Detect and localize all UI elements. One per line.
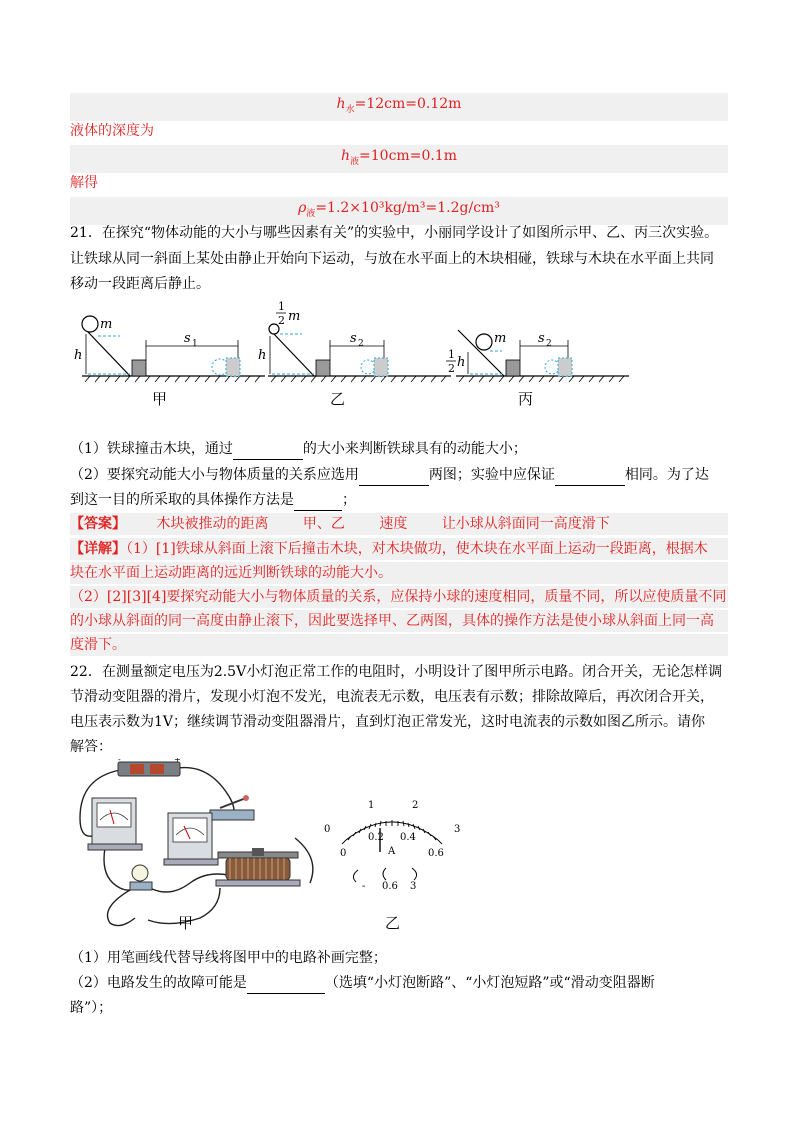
svg-text:1: 1 [192,339,198,349]
wood-block [132,360,146,376]
ammeter-dial-figure [318,796,468,896]
svg-text:0.6: 0.6 [428,848,444,859]
circuit-figure [70,758,330,938]
svg-text:2: 2 [546,339,552,349]
q21-part2: （2）要探究动能大小与物体质量的关系应选用 两图；实验中应保证 相同。为了达 [70,464,728,486]
svg-text:1: 1 [448,348,455,361]
q21-answer: 【答案】 木块被推动的距离 甲、乙 速度 让小球从斜面同一高度滑下 [70,513,728,535]
svg-text:0: 0 [340,848,347,859]
svg-text:2: 2 [412,800,419,811]
svg-text:+: + [174,758,181,764]
solve-text: 解得 [70,175,98,191]
q21-stem-1: 21．在探究“物体动能的大小与哪些因素有关”的实验中，小丽同学设计了如图所示甲、乙、丙三次实验。 [70,225,719,241]
svg-text:h: h [74,348,83,363]
svg-text:h: h [457,355,466,370]
svg-text:0: 0 [324,824,331,835]
switch-icon [210,795,254,820]
svg-text:0.6: 0.6 [382,881,398,892]
answer-blank[interactable] [359,469,429,486]
panel-jia [74,316,265,408]
svg-text:3: 3 [454,824,461,835]
q21-part2-cont: 到这一目的所采取的具体操作方法是 ； [70,489,728,511]
svg-text:h: h [258,348,267,363]
formula-rho: $\rho_液=1.2\times 10^3kg/m^3=1.2g$/cm³ [70,197,728,225]
svg-text:1: 1 [278,300,285,313]
answer-blank[interactable] [555,469,625,486]
q22-part2: （2）电路发生的故障可能是 （选填“小灯泡断路”、“小灯泡短路”或“滑动变阻器断 [70,972,728,994]
svg-text:s: s [350,331,357,346]
svg-text:0.4: 0.4 [400,832,416,843]
q21-detail-2c: 度滑下。 [70,634,728,656]
svg-text:-: - [362,881,366,892]
q22-part1: （1）用笔画线代替导线将图甲中的电路补画完整； [70,950,387,966]
q21-figure [70,296,640,411]
answer-blank[interactable] [247,977,325,994]
svg-text:0.2: 0.2 [368,832,384,843]
rheostat-icon [216,848,300,886]
q22-part2-cont: 路”）； [70,1000,113,1016]
q21-detail-1b: 块在水平面上运动距离的远近判断铁球的动能大小。 [70,562,728,584]
answer-blank[interactable] [233,443,303,460]
svg-text:s: s [184,331,191,346]
q21-detail-1a: 【详解】（1）[1]铁球从斜面上滚下后撞击木块，对木块做功，使木块在水平面上运动一段距离，根据木 [70,538,728,560]
svg-text:A: A [388,846,396,857]
label-dial-yi: 乙 [385,914,401,932]
svg-text:m: m [288,309,301,324]
svg-text:2: 2 [448,362,455,375]
svg-text:s: s [538,331,545,346]
svg-text:2: 2 [358,339,364,349]
mass-label: m [100,317,113,332]
answer-blank[interactable] [294,494,342,511]
q22-stem-3: 电压表示数为1V；继续调节滑动变阻器滑片，直到灯泡正常发光，这时电流表的示数如图乙所示。请你 [70,714,706,730]
q21-detail-2b: 的小球从斜面的同一高度由静止滚下，因此要选择甲、乙两图，具体的操作方法是使小球从斜面上同一高 [70,610,728,632]
voltmeter-icon [164,813,218,865]
panel-bing [446,330,629,408]
label-yi: 乙 [330,390,346,408]
formula-h-liquid: $h_液=10cm=0.1m$ [70,145,728,173]
panel-yi [258,300,451,408]
q22-stem-2: 节滑动变阻器的滑片，发现小灯泡不发光，电流表无示数，电压表有示数；排除故障后，再次闭合开关， [70,689,714,705]
label-circuit-jia: 甲 [178,914,194,932]
q21-stem-3: 移动一段距离后静止。 [70,276,210,292]
label-jia: 甲 [152,390,168,408]
q21-stem-2: 让铁球从同一斜面上某处由静止开始向下运动，与放在水平面上的木块相碰，铁球与木块在水平面上共同 [70,251,714,267]
q22-stem-4: 解答： [70,739,112,755]
svg-text:3: 3 [410,881,417,892]
formula-h-water: $h_水=12cm=0.12m$ [70,93,728,121]
q22-stem-1: 22．在测量额定电压为2.5V小灯泡正常工作的电阻时，小明设计了图甲所示电路。闭合开关，无论怎样调 [70,664,723,680]
svg-text:2: 2 [278,314,285,327]
svg-text:1: 1 [368,800,375,811]
svg-text:m: m [494,331,507,346]
q21-part1: （1）铁球撞击木块，通过 的大小来判断铁球具有的动能大小； [70,438,728,460]
q21-detail-2a: （2）[2][3][4]要探究动能大小与物体质量的关系，应保持小球的速度相同，质量不同，所以应使质量不同 [70,586,728,608]
bulb-icon [130,865,152,890]
svg-text:-: - [118,758,121,764]
battery-icon [118,758,181,776]
label-bing: 丙 [518,390,534,408]
liquid-depth-text: 液体的深度为 [70,123,154,139]
ammeter-icon [88,798,142,850]
